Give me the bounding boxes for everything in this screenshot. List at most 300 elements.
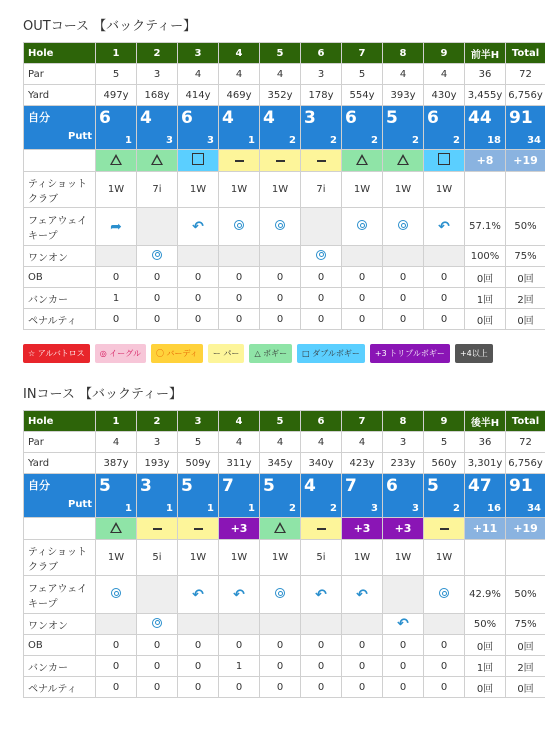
header-cell: Total bbox=[506, 411, 545, 432]
row-label: ペナルティ bbox=[24, 677, 96, 698]
legend-par: ー パー bbox=[208, 344, 245, 363]
bunker-cell: 0 bbox=[383, 288, 424, 309]
in-par-row bbox=[24, 432, 545, 453]
par-icon bbox=[235, 160, 244, 162]
tee-cell: 7i bbox=[137, 172, 178, 208]
bunker-cell: 0 bbox=[137, 656, 178, 677]
out-fairway-row bbox=[24, 208, 545, 246]
par-icon bbox=[153, 528, 162, 530]
bunker-cell: 0 bbox=[342, 656, 383, 677]
par-icon bbox=[317, 528, 326, 530]
putts: 2 bbox=[412, 135, 419, 146]
result-cell bbox=[260, 518, 301, 540]
par-cell: 36 bbox=[465, 432, 506, 453]
ob-cell: 0 bbox=[178, 267, 219, 288]
header-cell: 後半H bbox=[465, 411, 506, 432]
penalty-cell: 0 bbox=[137, 677, 178, 698]
par-cell: 5 bbox=[96, 64, 137, 85]
header-cell: 1 bbox=[96, 43, 137, 64]
result-cell bbox=[301, 518, 342, 540]
miss-right-icon: ➦ bbox=[110, 218, 122, 235]
in-yard-row bbox=[24, 453, 545, 474]
header-cell: Total bbox=[506, 43, 545, 64]
putts: 2 bbox=[330, 135, 337, 146]
result-cell bbox=[178, 150, 219, 172]
tee-cell: 1W bbox=[96, 540, 137, 576]
yard-cell: 340y bbox=[301, 453, 342, 474]
bunker-cell: 1 bbox=[219, 656, 260, 677]
par-cell: 4 bbox=[96, 432, 137, 453]
legend-four-plus: +4以上 bbox=[455, 344, 493, 363]
legend-double-bogey: □ ダブルボギー bbox=[297, 344, 365, 363]
out-header-row bbox=[24, 43, 545, 64]
tee-cell: 1W bbox=[219, 540, 260, 576]
miss-left-icon: ↶ bbox=[192, 586, 204, 603]
double-bogey-icon bbox=[438, 153, 450, 165]
par-cell: 3 bbox=[383, 432, 424, 453]
out-bunker-row bbox=[24, 288, 545, 309]
score-label bbox=[24, 106, 96, 150]
bogey-icon bbox=[356, 154, 368, 165]
bunker-cell: 1 bbox=[96, 288, 137, 309]
score-cell bbox=[260, 106, 301, 150]
score-cell bbox=[342, 106, 383, 150]
score-cell bbox=[96, 474, 137, 518]
bunker-cell: 2回 bbox=[506, 656, 545, 677]
header-cell: 前半H bbox=[465, 43, 506, 64]
par-cell: 4 bbox=[219, 64, 260, 85]
putts: 2 bbox=[289, 135, 296, 146]
miss-left-icon: ↶ bbox=[315, 586, 327, 603]
par-icon bbox=[440, 528, 449, 530]
result-cell bbox=[424, 150, 465, 172]
row-label: ティショットクラブ bbox=[24, 172, 96, 208]
putts: 2 bbox=[453, 135, 460, 146]
header-cell: 5 bbox=[260, 43, 301, 64]
strokes: 5 bbox=[263, 476, 275, 496]
penalty-cell: 0 bbox=[260, 677, 301, 698]
score-cell bbox=[260, 474, 301, 518]
fairway-hit-icon bbox=[357, 220, 367, 230]
strokes: 44 bbox=[468, 108, 492, 128]
out-ob-row bbox=[24, 267, 545, 288]
legend-eagle: ◎ イーグル bbox=[95, 344, 146, 363]
header-cell: Hole bbox=[24, 43, 96, 64]
putts: 3 bbox=[207, 135, 214, 146]
yard-cell: 560y bbox=[424, 453, 465, 474]
score-cell bbox=[506, 474, 545, 518]
penalty-cell: 0回 bbox=[465, 309, 506, 330]
out-tee-row bbox=[24, 172, 545, 208]
tee-cell: 5i bbox=[301, 540, 342, 576]
score-cell bbox=[424, 106, 465, 150]
strokes: 6 bbox=[181, 108, 193, 128]
yard-cell: 469y bbox=[219, 85, 260, 106]
par-icon bbox=[276, 160, 285, 162]
result-total: +19 bbox=[506, 518, 545, 540]
tee-cell: 5i bbox=[137, 540, 178, 576]
ob-cell: 0 bbox=[219, 635, 260, 656]
out-result-row bbox=[24, 150, 545, 172]
strokes: 47 bbox=[468, 476, 492, 496]
result-cell bbox=[301, 150, 342, 172]
strokes: 91 bbox=[509, 476, 533, 496]
result-cell: +3 bbox=[219, 518, 260, 540]
row-label: ペナルティ bbox=[24, 309, 96, 330]
penalty-cell: 0回 bbox=[506, 677, 545, 698]
putt-label: Putt bbox=[67, 131, 92, 142]
putt-label: Putt bbox=[67, 499, 92, 510]
bunker-cell: 0 bbox=[260, 288, 301, 309]
result-cell: +3 bbox=[342, 518, 383, 540]
gir-total: 75% bbox=[506, 246, 545, 267]
score-cell bbox=[96, 106, 137, 150]
par-cell: 4 bbox=[260, 64, 301, 85]
penalty-cell: 0 bbox=[424, 309, 465, 330]
bunker-cell: 0 bbox=[301, 656, 342, 677]
bunker-cell: 0 bbox=[260, 656, 301, 677]
bunker-cell: 1回 bbox=[465, 656, 506, 677]
bunker-cell: 2回 bbox=[506, 288, 545, 309]
ob-cell: 0 bbox=[383, 635, 424, 656]
putts: 18 bbox=[487, 135, 501, 146]
putts: 1 bbox=[125, 503, 132, 514]
gir-sum: 100% bbox=[465, 246, 506, 267]
score-cell bbox=[301, 474, 342, 518]
yard-cell: 345y bbox=[260, 453, 301, 474]
result-total: +19 bbox=[506, 150, 545, 172]
fairway-hit-icon bbox=[275, 220, 285, 230]
tee-cell: 1W bbox=[219, 172, 260, 208]
par-cell: 4 bbox=[301, 432, 342, 453]
bunker-cell: 0 bbox=[424, 656, 465, 677]
header-cell: 3 bbox=[178, 43, 219, 64]
ob-cell: 0 bbox=[137, 635, 178, 656]
strokes: 4 bbox=[304, 476, 316, 496]
par-cell: 5 bbox=[424, 432, 465, 453]
penalty-cell: 0 bbox=[342, 309, 383, 330]
row-label: バンカー bbox=[24, 288, 96, 309]
penalty-cell: 0 bbox=[219, 309, 260, 330]
score-cell bbox=[137, 474, 178, 518]
putts: 16 bbox=[487, 503, 501, 514]
ob-cell: 0 bbox=[260, 635, 301, 656]
result-cell bbox=[178, 518, 219, 540]
result-cell bbox=[137, 150, 178, 172]
row-label: Par bbox=[24, 64, 96, 85]
score-cell bbox=[301, 106, 342, 150]
header-cell: 8 bbox=[383, 43, 424, 64]
putts: 1 bbox=[207, 503, 214, 514]
ob-cell: 0 bbox=[178, 635, 219, 656]
double-bogey-icon bbox=[192, 153, 204, 165]
putts: 1 bbox=[166, 503, 173, 514]
in-gir-row bbox=[24, 614, 545, 635]
strokes: 6 bbox=[427, 108, 439, 128]
strokes: 5 bbox=[99, 476, 111, 496]
in-result-row bbox=[24, 518, 545, 540]
par-icon bbox=[194, 528, 203, 530]
row-label: ワンオン bbox=[24, 246, 96, 267]
result-cell bbox=[137, 518, 178, 540]
result-cell bbox=[219, 150, 260, 172]
yard-cell: 414y bbox=[178, 85, 219, 106]
gir-total: 75% bbox=[506, 614, 545, 635]
bunker-cell: 0 bbox=[342, 288, 383, 309]
ob-cell: 0 bbox=[342, 267, 383, 288]
penalty-cell: 0 bbox=[383, 677, 424, 698]
row-label: フェアウェイキープ bbox=[24, 208, 96, 246]
in-course-title: INコース 【バックティー】 bbox=[23, 387, 183, 402]
header-cell: 1 bbox=[96, 411, 137, 432]
yard-cell: 178y bbox=[301, 85, 342, 106]
row-label: OB bbox=[24, 267, 96, 288]
bunker-cell: 0 bbox=[178, 288, 219, 309]
par-cell: 72 bbox=[506, 432, 545, 453]
result-cell bbox=[424, 518, 465, 540]
par-cell: 4 bbox=[342, 432, 383, 453]
header-cell: Hole bbox=[24, 411, 96, 432]
strokes: 6 bbox=[99, 108, 111, 128]
header-cell: 7 bbox=[342, 43, 383, 64]
result-cell bbox=[96, 518, 137, 540]
penalty-cell: 0回 bbox=[465, 677, 506, 698]
strokes: 4 bbox=[222, 108, 234, 128]
score-cell bbox=[342, 474, 383, 518]
score-cell bbox=[424, 474, 465, 518]
tee-cell: 1W bbox=[342, 540, 383, 576]
result-cell bbox=[96, 150, 137, 172]
out-par-row bbox=[24, 64, 545, 85]
putts: 2 bbox=[453, 503, 460, 514]
header-cell: 3 bbox=[178, 411, 219, 432]
par-cell: 72 bbox=[506, 64, 545, 85]
tee-cell: 1W bbox=[342, 172, 383, 208]
strokes: 4 bbox=[140, 108, 152, 128]
yard-cell: 509y bbox=[178, 453, 219, 474]
strokes: 6 bbox=[386, 476, 398, 496]
score-cell bbox=[137, 106, 178, 150]
fairway-hit-icon bbox=[111, 588, 121, 598]
par-cell: 4 bbox=[178, 64, 219, 85]
in-bunker-row bbox=[24, 656, 545, 677]
bogey-icon bbox=[110, 522, 122, 533]
ob-cell: 0 bbox=[96, 635, 137, 656]
ob-cell: 0 bbox=[424, 267, 465, 288]
ob-cell: 0回 bbox=[506, 635, 545, 656]
row-label: ティショットクラブ bbox=[24, 540, 96, 576]
tee-cell: 1W bbox=[424, 540, 465, 576]
bogey-icon bbox=[110, 154, 122, 165]
score-cell bbox=[383, 474, 424, 518]
bunker-cell: 0 bbox=[383, 656, 424, 677]
in-header-row bbox=[24, 411, 545, 432]
in-ob-row bbox=[24, 635, 545, 656]
miss-left-icon: ↶ bbox=[192, 218, 204, 235]
penalty-cell: 0 bbox=[219, 677, 260, 698]
score-legend bbox=[23, 344, 539, 363]
yard-cell: 6,756y bbox=[506, 85, 545, 106]
ob-cell: 0 bbox=[219, 267, 260, 288]
legend-bogey: △ ボギー bbox=[249, 344, 292, 363]
penalty-cell: 0回 bbox=[506, 309, 545, 330]
strokes: 3 bbox=[304, 108, 316, 128]
ob-cell: 0回 bbox=[465, 267, 506, 288]
yard-cell: 6,756y bbox=[506, 453, 545, 474]
green-hit-icon bbox=[316, 250, 326, 260]
putts: 3 bbox=[412, 503, 419, 514]
yard-cell: 168y bbox=[137, 85, 178, 106]
putts: 2 bbox=[330, 503, 337, 514]
bunker-cell: 0 bbox=[96, 656, 137, 677]
penalty-cell: 0 bbox=[96, 677, 137, 698]
header-cell: 4 bbox=[219, 411, 260, 432]
bunker-cell: 0 bbox=[178, 656, 219, 677]
yard-cell: 393y bbox=[383, 85, 424, 106]
penalty-cell: 0 bbox=[137, 309, 178, 330]
fairway-total: 50% bbox=[506, 208, 545, 246]
fairway-sum: 42.9% bbox=[465, 576, 506, 614]
penalty-cell: 0 bbox=[301, 309, 342, 330]
header-cell: 5 bbox=[260, 411, 301, 432]
strokes: 4 bbox=[263, 108, 275, 128]
ob-cell: 0 bbox=[301, 267, 342, 288]
score-cell bbox=[465, 106, 506, 150]
row-label: ワンオン bbox=[24, 614, 96, 635]
bunker-cell: 0 bbox=[137, 288, 178, 309]
in-tee-row bbox=[24, 540, 545, 576]
putts: 2 bbox=[371, 135, 378, 146]
ob-cell: 0 bbox=[260, 267, 301, 288]
fairway-hit-icon bbox=[398, 220, 408, 230]
penalty-cell: 0 bbox=[260, 309, 301, 330]
row-label: Yard bbox=[24, 453, 96, 474]
result-sum: +8 bbox=[465, 150, 506, 172]
row-label: OB bbox=[24, 635, 96, 656]
fairway-hit-icon bbox=[275, 588, 285, 598]
out-scorecard-table bbox=[23, 42, 545, 330]
par-cell: 36 bbox=[465, 64, 506, 85]
strokes: 7 bbox=[222, 476, 234, 496]
result-sum: +11 bbox=[465, 518, 506, 540]
ob-cell: 0 bbox=[301, 635, 342, 656]
penalty-cell: 0 bbox=[178, 677, 219, 698]
bunker-cell: 1回 bbox=[465, 288, 506, 309]
strokes: 5 bbox=[181, 476, 193, 496]
tee-cell: 1W bbox=[178, 540, 219, 576]
par-icon bbox=[317, 160, 326, 162]
putts: 34 bbox=[527, 503, 541, 514]
yard-cell: 423y bbox=[342, 453, 383, 474]
par-cell: 5 bbox=[342, 64, 383, 85]
putts: 2 bbox=[289, 503, 296, 514]
bunker-cell: 0 bbox=[301, 288, 342, 309]
putts: 34 bbox=[527, 135, 541, 146]
putts: 1 bbox=[248, 503, 255, 514]
yard-cell: 233y bbox=[383, 453, 424, 474]
score-label bbox=[24, 474, 96, 518]
green-hit-icon bbox=[152, 618, 162, 628]
putts: 1 bbox=[125, 135, 132, 146]
score-cell bbox=[219, 106, 260, 150]
ob-cell: 0 bbox=[424, 635, 465, 656]
row-label: フェアウェイキープ bbox=[24, 576, 96, 614]
fairway-hit-icon bbox=[439, 588, 449, 598]
ob-cell: 0 bbox=[342, 635, 383, 656]
tee-cell: 1W bbox=[260, 172, 301, 208]
tee-cell: 1W bbox=[424, 172, 465, 208]
in-penalty-row bbox=[24, 677, 545, 698]
miss-left-icon: ↶ bbox=[397, 616, 409, 632]
score-cell bbox=[465, 474, 506, 518]
miss-left-icon: ↶ bbox=[356, 586, 368, 603]
header-cell: 2 bbox=[137, 411, 178, 432]
fairway-total: 50% bbox=[506, 576, 545, 614]
tee-cell: 1W bbox=[178, 172, 219, 208]
yard-cell: 497y bbox=[96, 85, 137, 106]
header-cell: 6 bbox=[301, 43, 342, 64]
my-score-label: 自分 bbox=[28, 111, 50, 124]
par-cell: 4 bbox=[383, 64, 424, 85]
strokes: 6 bbox=[345, 108, 357, 128]
bunker-cell: 0 bbox=[424, 288, 465, 309]
penalty-cell: 0 bbox=[178, 309, 219, 330]
par-cell: 4 bbox=[219, 432, 260, 453]
tee-cell: 1W bbox=[383, 172, 424, 208]
strokes: 3 bbox=[140, 476, 152, 496]
tee-cell: 1W bbox=[260, 540, 301, 576]
result-cell bbox=[342, 150, 383, 172]
par-cell: 4 bbox=[424, 64, 465, 85]
strokes: 7 bbox=[345, 476, 357, 496]
putts: 3 bbox=[166, 135, 173, 146]
legend-birdie: 〇 バーディ bbox=[151, 344, 203, 363]
out-course-title: OUTコース 【バックティー】 bbox=[23, 19, 197, 34]
my-score-label: 自分 bbox=[28, 479, 50, 492]
tee-cell: 7i bbox=[301, 172, 342, 208]
putts: 3 bbox=[371, 503, 378, 514]
yard-cell: 3,455y bbox=[465, 85, 506, 106]
header-cell: 9 bbox=[424, 43, 465, 64]
yard-cell: 311y bbox=[219, 453, 260, 474]
header-cell: 6 bbox=[301, 411, 342, 432]
gir-sum: 50% bbox=[465, 614, 506, 635]
penalty-cell: 0 bbox=[96, 309, 137, 330]
par-cell: 3 bbox=[301, 64, 342, 85]
in-fairway-row bbox=[24, 576, 545, 614]
miss-left-icon: ↶ bbox=[233, 586, 245, 603]
penalty-cell: 0 bbox=[301, 677, 342, 698]
penalty-cell: 0 bbox=[383, 309, 424, 330]
result-cell: +3 bbox=[383, 518, 424, 540]
score-cell bbox=[219, 474, 260, 518]
par-cell: 5 bbox=[178, 432, 219, 453]
result-cell bbox=[260, 150, 301, 172]
bogey-icon bbox=[274, 522, 286, 533]
yard-cell: 387y bbox=[96, 453, 137, 474]
result-cell bbox=[383, 150, 424, 172]
penalty-cell: 0 bbox=[342, 677, 383, 698]
in-scorecard-table bbox=[23, 410, 545, 698]
ob-cell: 0回 bbox=[465, 635, 506, 656]
legend-albatross: ☆ アルバトロス bbox=[23, 344, 90, 363]
row-label: Yard bbox=[24, 85, 96, 106]
par-cell: 4 bbox=[260, 432, 301, 453]
strokes: 5 bbox=[427, 476, 439, 496]
putts: 1 bbox=[248, 135, 255, 146]
ob-cell: 0 bbox=[137, 267, 178, 288]
header-cell: 7 bbox=[342, 411, 383, 432]
